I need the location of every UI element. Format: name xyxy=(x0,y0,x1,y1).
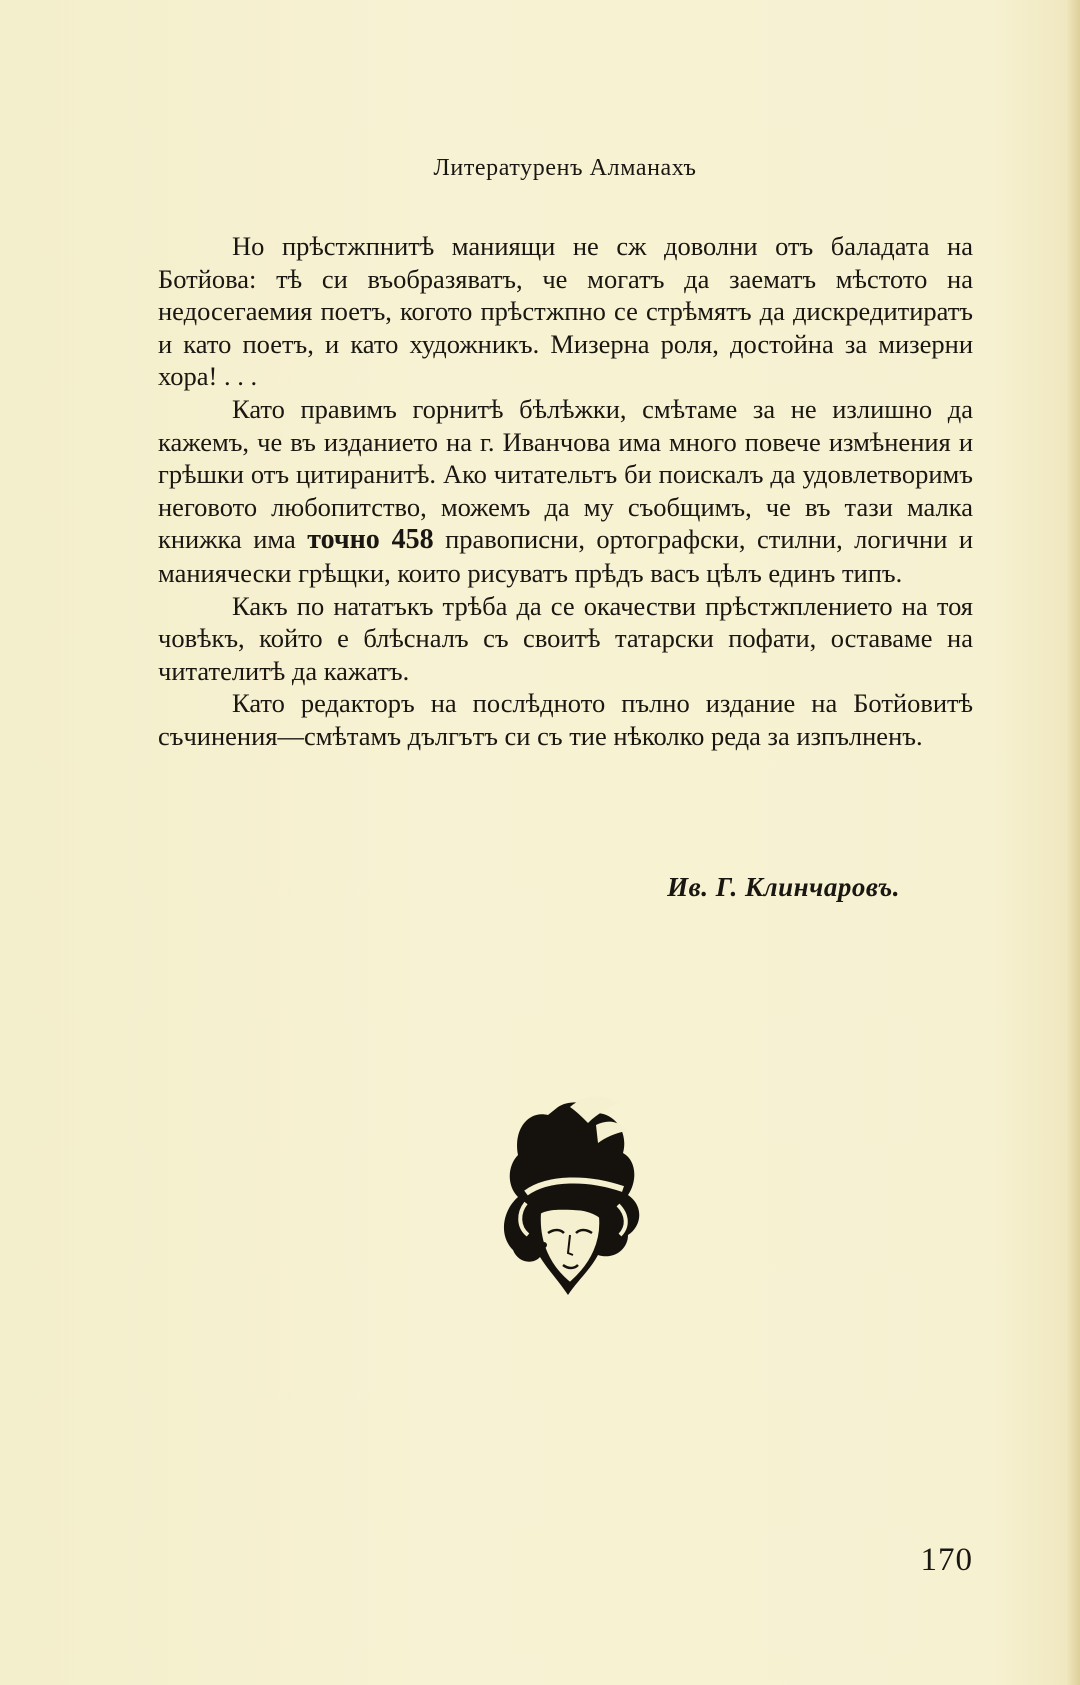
page-number: 170 xyxy=(920,1542,973,1578)
paragraph-1: Но прѣстжпнитѣ маниящи не сж доволни отъ баладата на Ботйова: тѣ си въобразяватъ, че могатъ да заематъ мѣстото на недосегаемия поетъ, когото прѣстжпно се стрѣмятъ да дискредитиратъ и като поетъ, и като художникъ. Мизерна роля, достойна за мизерни хора! . . . xyxy=(158,231,973,392)
paragraph-2 xyxy=(158,393,973,590)
paragraph-2-lead: Като правимъ горнитѣ бѣлѣжки, смѣтаме за не излишно да кажемъ, че въ изданието на г. Иванчова има много повече измѣнения и грѣшки отъ цитиранитѣ. Ако читательтъ би поискалъ да удовлетворимъ неговото любопитство, можемъ да му съобщимъ, че въ тази малка книжка има xyxy=(158,393,973,555)
page-edge-shadow xyxy=(1066,0,1080,1685)
running-header: Литературенъ Алманахъ xyxy=(433,155,697,181)
paragraph-2-tail: правописни, ортографски, стилни, логични и маниячески грѣщки, които рисуватъ прѣдъ васъ цѣлъ единъ типъ. xyxy=(158,524,974,588)
author-signature: Ив. Г. Клинчаровъ. xyxy=(667,872,900,902)
woman-head-vignette-icon xyxy=(478,1085,658,1315)
paragraph-4: Като редакторъ на послѣдното пълно издание на Ботйовитѣ съчинения—смѣтамъ дългътъ си съ тие нѣколко реда за изпълненъ. xyxy=(158,688,973,751)
paragraph-3: Какъ по нататъкъ трѣба да се окачестви прѣстжплението на тоя човѣкъ, който е блѣсналъ съ своитѣ татарски пофати, оставаме на читателитѣ да кажатъ. xyxy=(158,590,973,686)
main-text xyxy=(158,230,973,753)
bold-count: точно 458 xyxy=(307,524,434,556)
